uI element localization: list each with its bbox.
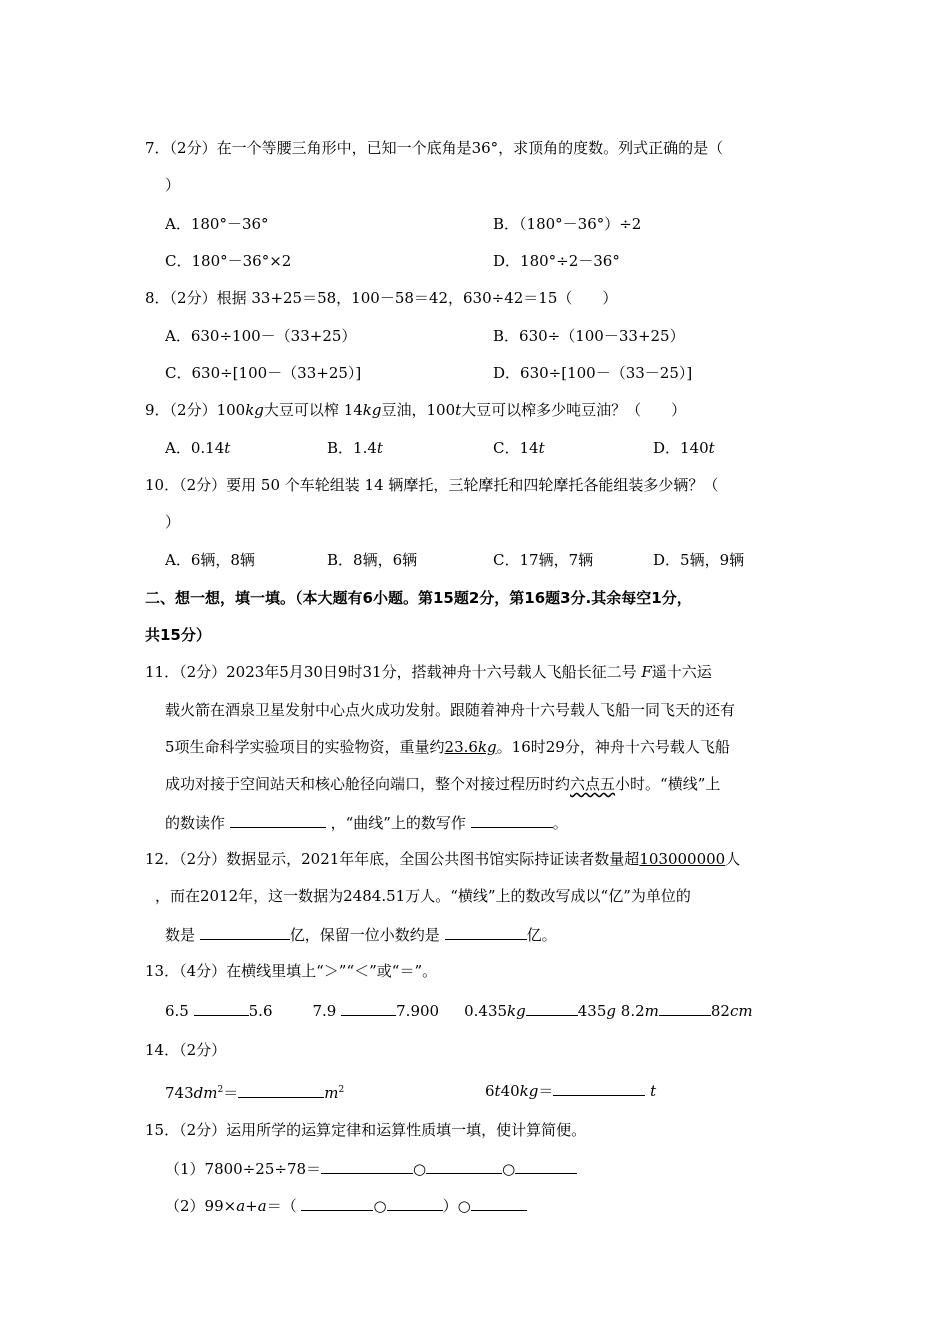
q15-2-blank-2[interactable] — [387, 1194, 443, 1211]
q10-option-a[interactable]: A．6辆，8辆 — [165, 551, 255, 569]
q10-stem: 10．（2分）要用 50 个车轮组装 14 辆摩托，三轮摩托和四轮摩托各能组装多少辆？（ — [145, 476, 719, 494]
q15-part-2: （2）99×a+a＝（ ○ ）○ — [165, 1194, 527, 1217]
q10-option-c[interactable]: C．17辆，7辆 — [493, 551, 594, 569]
q9-stem: 9．（2分）100kg大豆可以榨 14kg豆油，100t大豆可以榨多少吨豆油？（ ） — [145, 401, 687, 419]
q14-blank-1[interactable] — [238, 1081, 324, 1098]
q8-option-c[interactable]: C．630÷[100－（33+25）] — [165, 364, 362, 382]
q10-stem-close: ） — [165, 513, 181, 531]
q9-option-c[interactable]: C．14t — [493, 439, 545, 457]
q8-stem: 8．（2分）根据 33+25＝58，100－58＝42，630÷42＝15（ ） — [145, 289, 618, 307]
section-2-heading-cont: 共15分） — [145, 626, 211, 644]
q10-option-b[interactable]: B．8辆，6辆 — [327, 551, 418, 569]
q11-blank-2[interactable] — [471, 811, 553, 828]
q7-stem-close: ） — [165, 176, 181, 194]
q12-line-2: ，而在2012年，这一数据为2484.51万人。“横线”上的数改写成以“亿”为单位的 — [155, 887, 691, 905]
q15-1-blank-1[interactable] — [321, 1157, 413, 1174]
q12-blank-2[interactable] — [445, 923, 527, 940]
q7-option-b[interactable]: B．（180°－36°）÷2 — [493, 215, 642, 233]
section-2-heading: 二、想一想，填一填。（本大题有6小题。第15题2分，第16题3分.其余每空1分， — [145, 589, 692, 607]
q15-stem: 15．（2分）运用所学的运算定律和运算性质填一填，使计算简便。 — [145, 1121, 587, 1139]
q14-item-1: $743dm^2= m^2$ — [165, 1079, 344, 1104]
q13-blank-4[interactable] — [659, 999, 711, 1016]
q8-option-d[interactable]: D．630÷[100－（33－25）] — [493, 364, 693, 382]
q9-option-b[interactable]: B．1.4t — [327, 439, 383, 457]
q8-option-a[interactable]: A．630÷100－（33+25） — [165, 327, 357, 345]
q12-line-3: 数是 亿，保留一位小数约是 亿。 — [165, 923, 557, 946]
q12-blank-1[interactable] — [200, 923, 290, 940]
q11-line-5: 的数读作 ，“曲线”上的数写作 。 — [165, 811, 568, 834]
q13-blank-2[interactable] — [341, 999, 396, 1016]
q11-line-4: 成功对接于空间站天和核心舱径向端口，整个对接过程历时约六点五小时。“横线”上 — [165, 775, 721, 793]
q15-part-1: （1）7800÷25÷78＝ ○ ○ — [165, 1157, 577, 1180]
q7-option-c[interactable]: C．180°－36°×2 — [165, 252, 292, 270]
q11-blank-1[interactable] — [230, 811, 326, 828]
q11-line-2: 载火箭在酒泉卫星发射中心点火成功发射。跟随着神舟十六号载人飞船一同飞天的还有 — [165, 701, 736, 719]
q11-line-3: 5项生命科学实验项目的实验物资，重量约23.6kg。16时29分，神舟十六号载人飞船 — [165, 738, 730, 756]
q13-items: 6.5 5.6 7.9 7.900 0.435kg 435g 8.2m 82cm — [165, 999, 753, 1022]
q7-stem: 7．（2分）在一个等腰三角形中，已知一个底角是36°，求顶角的度数。列式正确的是（ — [145, 139, 724, 157]
q11-line-1: 11．（2分）2023年5月30日9时31分，搭载神舟十六号载人飞船长征二号 F遥十六运 — [145, 663, 712, 681]
q7-option-d[interactable]: D．180°÷2－36° — [493, 252, 620, 270]
q7-option-a[interactable]: A．180°－36° — [165, 215, 269, 233]
q15-2-blank-1[interactable] — [301, 1194, 373, 1211]
q14-item-2: 6t40kg＝ t — [485, 1079, 656, 1102]
q10-option-d[interactable]: D．5辆，9辆 — [653, 551, 745, 569]
q13-blank-3[interactable] — [526, 999, 578, 1016]
q14-blank-2[interactable] — [553, 1079, 645, 1096]
q9-option-d[interactable]: D．140t — [653, 439, 715, 457]
q12-line-1: 12．（2分）数据显示，2021年年底，全国公共图书馆实际持证读者数量超103000000人 — [145, 850, 741, 868]
q14-stem: 14．（2分） — [145, 1041, 227, 1059]
q9-option-a[interactable]: A．0.14t — [165, 439, 231, 457]
q13-stem: 13．（4分）在横线里填上“＞”“＜”或“＝”。 — [145, 962, 438, 980]
q15-1-blank-3[interactable] — [515, 1157, 577, 1174]
q15-2-blank-3[interactable] — [471, 1194, 527, 1211]
q15-1-blank-2[interactable] — [426, 1157, 502, 1174]
q8-option-b[interactable]: B．630÷（100－33+25） — [493, 327, 685, 345]
q13-blank-1[interactable] — [194, 999, 249, 1016]
